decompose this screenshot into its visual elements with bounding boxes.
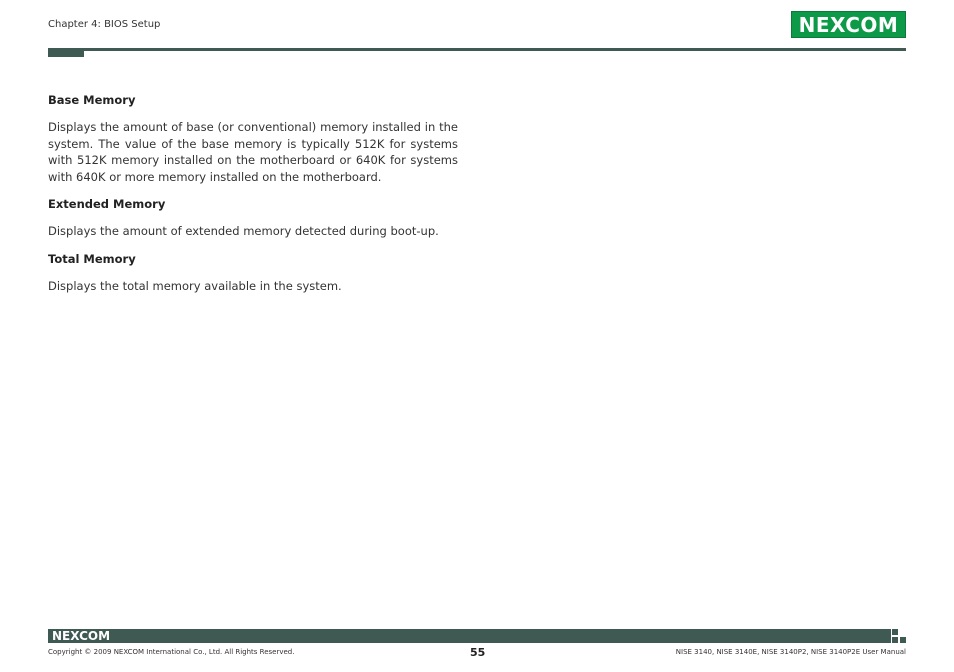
header-tab-marker xyxy=(48,48,84,57)
footer-bar xyxy=(48,629,891,643)
chapter-title: Chapter 4: BIOS Setup xyxy=(48,19,161,30)
logo-text: NEXCOM xyxy=(798,12,899,37)
section-heading-extended-memory: Extended Memory xyxy=(48,197,166,211)
section-body-total-memory: Displays the total memory available in the system. xyxy=(48,279,342,293)
footer-square-decoration xyxy=(892,637,898,643)
section-heading-base-memory: Base Memory xyxy=(48,93,136,107)
footer-square-decoration xyxy=(900,637,906,643)
manual-title: NISE 3140, NISE 3140E, NISE 3140P2, NISE 3140P2E User Manual xyxy=(675,648,906,656)
section-body-extended-memory: Displays the amount of extended memory detected during boot-up. xyxy=(48,224,439,238)
section-body-base-memory: Displays the amount of base (or conventional) memory installed in the system. The value of the base memory is typically 512K for systems with 512K memory installed on the motherboard or 640K for systems with 640K or more memory installed on the motherboard. xyxy=(48,120,458,184)
section-heading-total-memory: Total Memory xyxy=(48,252,136,266)
copyright-text: Copyright © 2009 NEXCOM International Co., Ltd. All Rights Reserved. xyxy=(48,648,295,656)
footer-logo: NEXCOM xyxy=(52,629,111,643)
header-divider xyxy=(48,48,906,51)
page-number: 55 xyxy=(470,646,486,659)
nexcom-logo xyxy=(791,11,906,38)
footer-square-decoration xyxy=(892,629,898,635)
